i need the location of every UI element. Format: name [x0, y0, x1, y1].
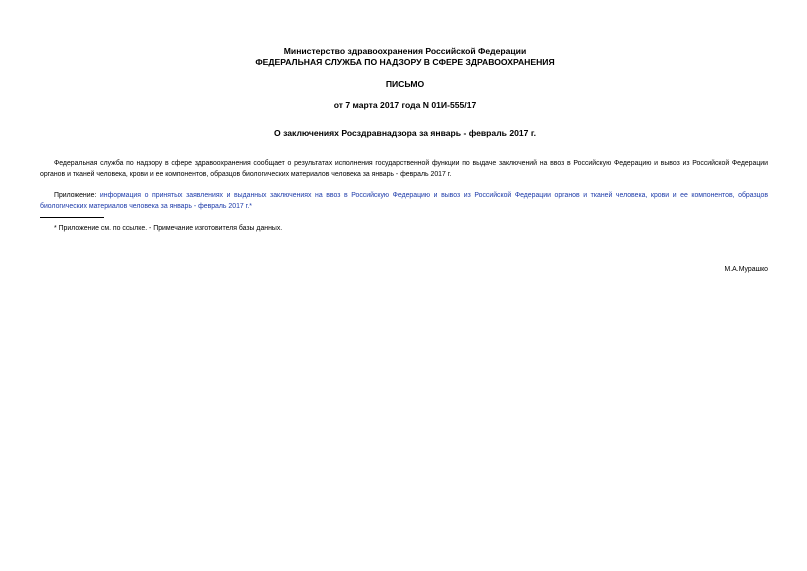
document-type: ПИСЬМО — [385, 79, 425, 89]
footnote-divider — [40, 217, 104, 218]
footnote: * Приложение см. по ссылке. - Примечание изготовителя базы данных. — [54, 225, 283, 232]
document-date-number: от 7 марта 2017 года N 01И-555/17 — [333, 100, 477, 110]
attachment-label: Приложение: — [54, 192, 100, 199]
body-paragraph: Федеральная служба по надзору в сфере здравоохранения сообщает о результатах исполнения государственной функции по выдаче заключений на ввоз в Российскую Федерацию и вывоз из Российской Федерации органов и тканей человека, крови и ее компонентов, образцов биологических материалов человека за январь - февраль 2017 г. — [40, 160, 768, 178]
document-subject: О заключениях Росздравнадзора за январь - февраль 2017 г. — [274, 128, 536, 138]
service-name: ФЕДЕРАЛЬНАЯ СЛУЖБА ПО НАДЗОРУ В СФЕРЕ ЗДРАВООХРАНЕНИЯ — [255, 57, 555, 67]
attachment-paragraph — [40, 190, 768, 212]
ministry-name: Министерство здравоохранения Российской Федерации — [283, 46, 527, 56]
attachment-link[interactable]: информация о принятых заявлениях и выданных заключениях на ввоз в Российскую Федерацию и вывоз из Российской Федерации органов и тканей человека, крови и ее компонентов, образцов биологических материалов человека за январь - февраль 2017 г.* — [40, 192, 769, 210]
signature: М.А.Мурашко — [724, 266, 768, 273]
